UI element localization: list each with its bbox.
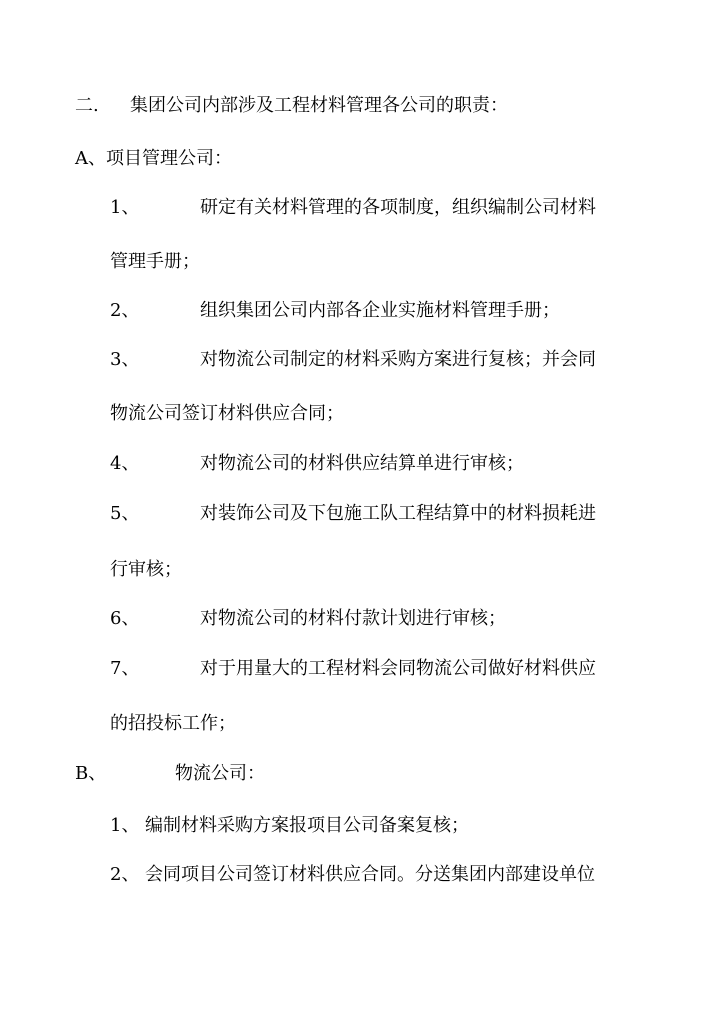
item-number: 7、	[110, 658, 140, 679]
item-number: 2、	[110, 300, 140, 321]
item-text: 组织集团公司内部各企业实施材料管理手册；	[200, 300, 560, 321]
section-title: 集团公司内部涉及工程材料管理各公司的职责：	[130, 95, 508, 116]
item-text: 会同项目公司签订材料供应合同。分送集团内部建设单位	[145, 864, 595, 885]
part-b-number: B、	[75, 763, 107, 784]
section-number: 二.	[75, 95, 99, 116]
part-b-title: 物流公司：	[175, 763, 265, 784]
item-continuation: 物流公司签订材料供应合同；	[110, 403, 344, 424]
item-number: 6、	[110, 608, 140, 629]
item-number: 1、	[110, 197, 140, 218]
item-continuation: 行审核；	[110, 559, 182, 580]
item-text: 对物流公司制定的材料采购方案进行复核；并会同	[200, 349, 596, 370]
part-a-label: A、项目管理公司：	[75, 148, 232, 169]
item-text: 对物流公司的材料付款计划进行审核；	[200, 608, 506, 629]
item-continuation: 管理手册；	[110, 251, 200, 272]
item-text: 对装饰公司及下包施工队工程结算中的材料损耗进	[200, 503, 596, 524]
item-number: 4、	[110, 453, 140, 474]
item-text: 编制材料采购方案报项目公司备案复核；	[145, 815, 469, 836]
item-text: 对于用量大的工程材料会同物流公司做好材料供应	[200, 658, 596, 679]
item-number: 3、	[110, 349, 140, 370]
item-number: 1、	[110, 815, 140, 836]
item-number: 2、	[110, 864, 140, 885]
item-number: 5、	[110, 503, 140, 524]
item-text: 研定有关材料管理的各项制度，组织编制公司材料	[200, 197, 596, 218]
item-continuation: 的招投标工作；	[110, 713, 236, 734]
item-text: 对物流公司的材料供应结算单进行审核；	[200, 453, 524, 474]
